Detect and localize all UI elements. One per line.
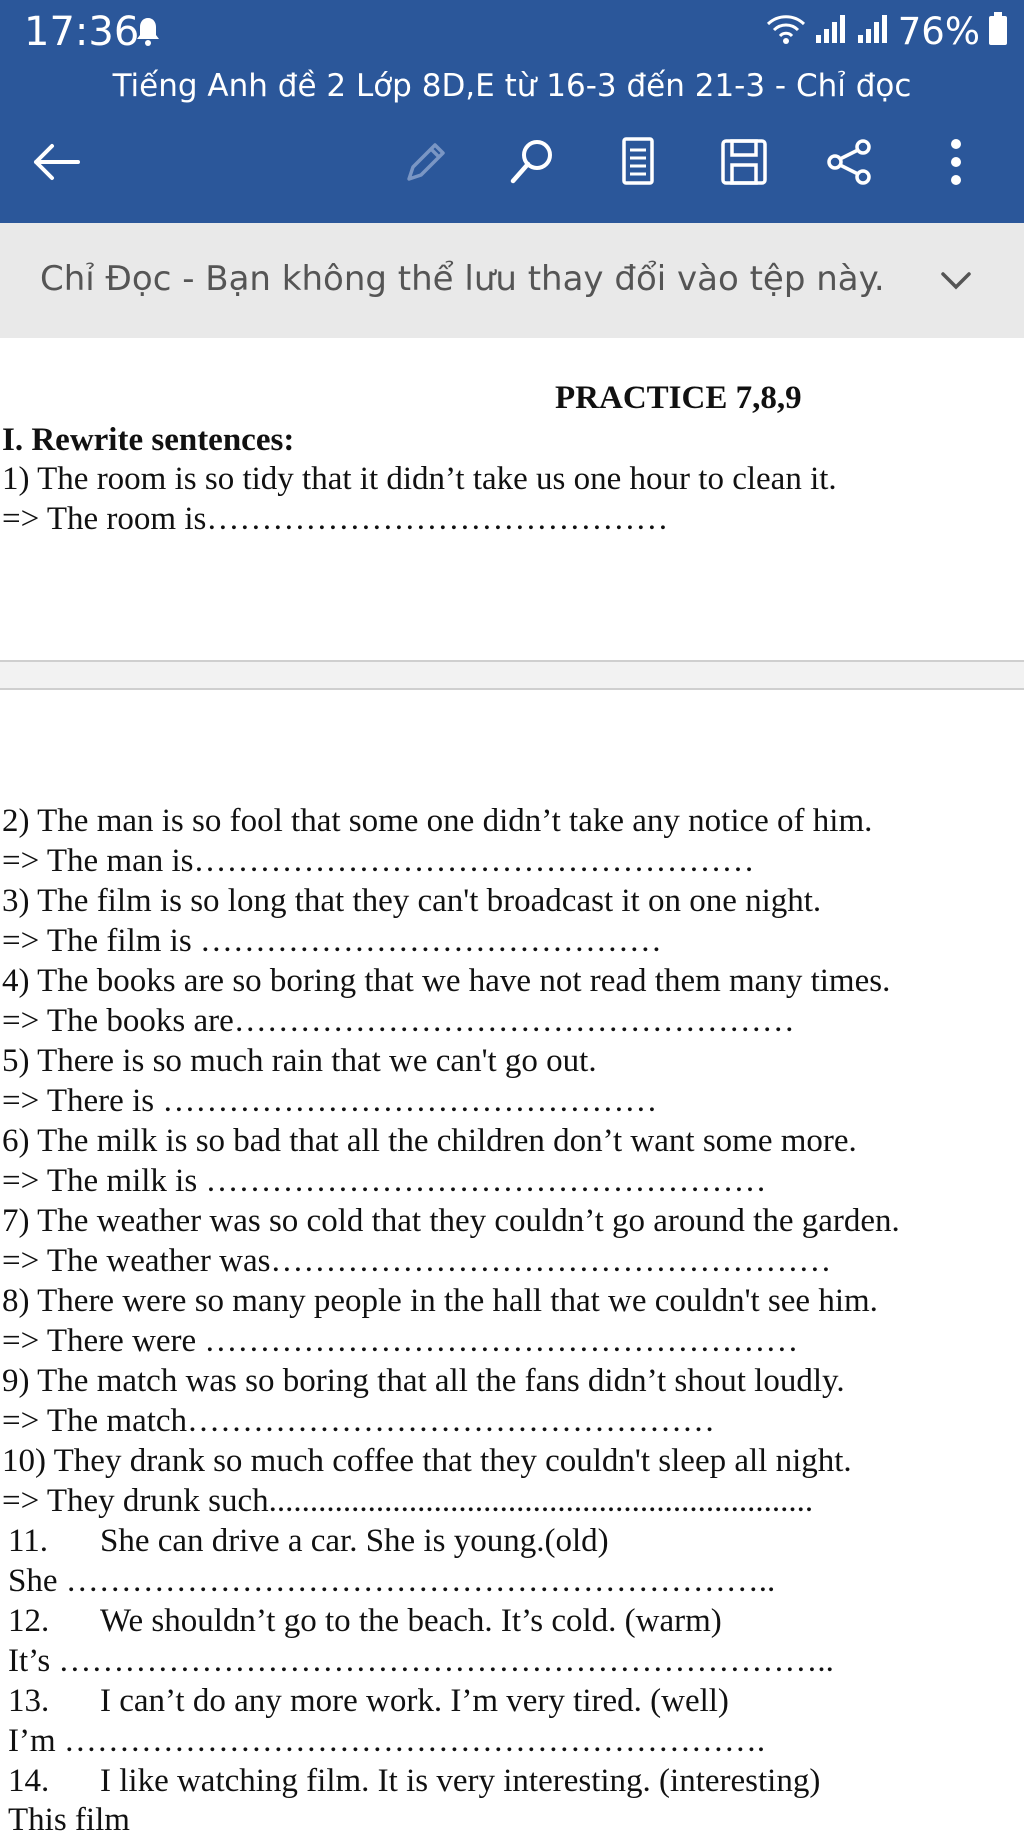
exercise-line: 2) The man is so fool that some one didn’t take any notice of him. bbox=[2, 803, 873, 839]
exercise-number: 14. bbox=[8, 1763, 50, 1799]
answer-line: => The film is …………………………………… bbox=[2, 923, 662, 959]
answer-line: => They drunk such.................................................................. bbox=[2, 1483, 814, 1519]
section-heading: I. Rewrite sentences: bbox=[2, 422, 295, 458]
reading-view-icon bbox=[618, 136, 658, 188]
share-button[interactable] bbox=[820, 132, 880, 192]
answer-line: => The room is…………………………………… bbox=[2, 501, 669, 537]
signal-icon bbox=[814, 13, 848, 50]
exercise-number: 12. bbox=[8, 1603, 50, 1639]
more-options-button[interactable] bbox=[926, 132, 986, 192]
numbered-exercise bbox=[8, 1601, 722, 1641]
numbered-exercise bbox=[8, 1521, 609, 1561]
status-indicators bbox=[766, 10, 1008, 53]
answer-line: => The books are…………………………………………… bbox=[2, 1003, 795, 1039]
answer-line: I’m ………………………………………………………. bbox=[8, 1723, 766, 1759]
document-title: Tiếng Anh đề 2 Lớp 8D,E từ 16-3 đến 21-3 - Chỉ đọc bbox=[112, 68, 912, 104]
back-arrow-icon bbox=[30, 142, 82, 182]
save-icon bbox=[719, 137, 769, 187]
exercise-line: 3) The film is so long that they can't broadcast it on one night. bbox=[2, 883, 822, 919]
battery-icon bbox=[988, 12, 1008, 51]
edit-button[interactable] bbox=[396, 132, 456, 192]
exercise-line: 8) There were so many people in the hall that we couldn't see him. bbox=[2, 1283, 878, 1319]
exercise-text: We shouldn’t go to the beach. It’s cold. (warm) bbox=[100, 1603, 722, 1639]
answer-line: This film bbox=[8, 1802, 130, 1838]
answer-line: => There is ……………………………………… bbox=[2, 1083, 658, 1119]
exercise-text: I can’t do any more work. I’m very tired. (well) bbox=[100, 1683, 729, 1719]
answer-line: => The milk is …………………………………………… bbox=[2, 1163, 767, 1199]
exercise-line: 4) The books are so boring that we have not read them many times. bbox=[2, 963, 891, 999]
search-icon bbox=[507, 137, 557, 187]
answer-line: => There were ……………………………………………… bbox=[2, 1323, 799, 1359]
exercise-line: 10) They drank so much coffee that they couldn't sleep all night. bbox=[2, 1443, 852, 1479]
answer-line: She ……………………………………………………….. bbox=[8, 1563, 776, 1599]
notification-bell-icon bbox=[134, 16, 162, 53]
status-time: 17:36 bbox=[24, 9, 140, 55]
answer-line: It’s …………………………………………………………….. bbox=[8, 1643, 834, 1679]
read-only-message: Chỉ Đọc - Bạn không thể lưu thay đổi vào tệp này. bbox=[40, 259, 885, 299]
exercise-line: 6) The milk is so bad that all the children don’t want some more. bbox=[2, 1123, 857, 1159]
battery-level: 76% bbox=[897, 10, 980, 53]
page-separator bbox=[0, 660, 1024, 690]
search-button[interactable] bbox=[502, 132, 562, 192]
numbered-exercise bbox=[8, 1681, 729, 1721]
read-only-banner[interactable] bbox=[0, 223, 1024, 338]
numbered-exercise bbox=[8, 1761, 820, 1801]
wifi-icon bbox=[766, 12, 806, 51]
app-header bbox=[0, 0, 1024, 223]
chevron-down-icon[interactable] bbox=[928, 253, 984, 309]
answer-line: => The man is…………………………………………… bbox=[2, 843, 755, 879]
exercise-number: 13. bbox=[8, 1683, 50, 1719]
answer-line: => The match………………………………………… bbox=[2, 1403, 716, 1439]
exercise-line: 7) The weather was so cold that they couldn’t go around the garden. bbox=[2, 1203, 900, 1239]
share-icon bbox=[825, 137, 875, 187]
exercise-line: 1) The room is so tidy that it didn’t take us one hour to clean it. bbox=[2, 461, 837, 497]
back-button[interactable] bbox=[26, 132, 86, 192]
pencil-icon bbox=[401, 137, 451, 187]
practice-heading: PRACTICE 7,8,9 bbox=[555, 380, 802, 416]
reading-view-button[interactable] bbox=[608, 132, 668, 192]
exercise-line: 9) The match was so boring that all the fans didn’t shout loudly. bbox=[2, 1363, 845, 1399]
signal-icon-2 bbox=[856, 13, 890, 50]
exercise-number: 11. bbox=[8, 1523, 49, 1559]
exercise-line: 5) There is so much rain that we can't go out. bbox=[2, 1043, 597, 1079]
exercise-text: I like watching film. It is very interesting. (interesting) bbox=[100, 1763, 821, 1799]
exercise-text: She can drive a car. She is young.(old) bbox=[100, 1523, 609, 1559]
more-options-icon bbox=[949, 137, 963, 187]
answer-line: => The weather was…………………………………………… bbox=[2, 1243, 832, 1279]
save-button[interactable] bbox=[714, 132, 774, 192]
